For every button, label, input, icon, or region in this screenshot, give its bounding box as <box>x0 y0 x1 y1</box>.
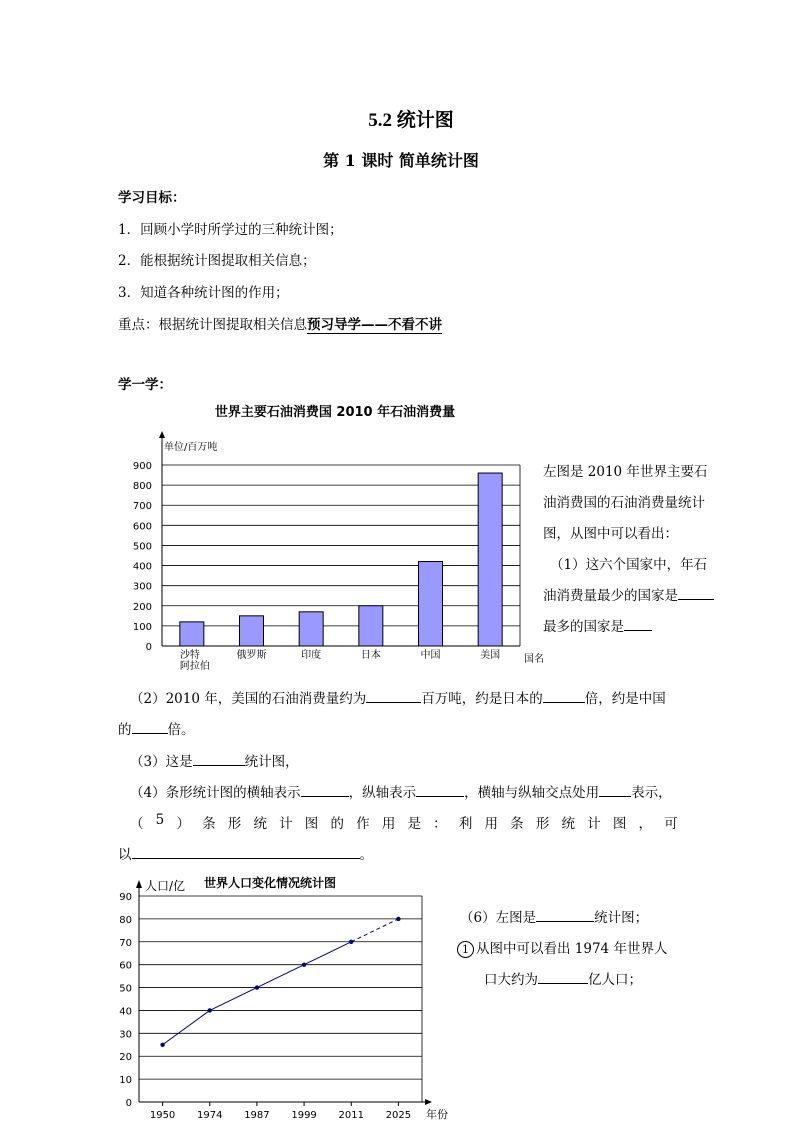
q5-blank[interactable] <box>132 844 360 859</box>
q4-text-d: 表示， <box>631 785 672 801</box>
q5-char: 用 <box>381 816 396 832</box>
population-line-chart <box>112 868 457 1120</box>
q5-char: 的 <box>330 816 344 832</box>
x-tick-label: 印度 <box>301 650 322 661</box>
q3-line <box>130 750 299 770</box>
q2-text-c: 倍，约是中国 <box>584 691 666 707</box>
x-tick-label: 2025 <box>385 1110 412 1120</box>
q1-line-a: （1）这六个国家中，年石 <box>550 557 708 573</box>
x-axis-label: 年份 <box>426 1108 448 1120</box>
x-tick-label: 1987 <box>244 1110 270 1120</box>
y-tick-label: 60 <box>119 960 132 972</box>
data-point <box>255 985 259 989</box>
q2-text-e: 倍。 <box>167 722 195 738</box>
x-tick-label: 阿拉伯 <box>179 661 210 672</box>
y-axis-arrow <box>136 880 142 888</box>
objective-1: 1．回顾小学时所学过的三种统计图； <box>118 222 343 238</box>
q6-line-2 <box>457 937 667 958</box>
q6-blank-type[interactable] <box>536 907 594 922</box>
y-tick-label: 50 <box>119 983 132 995</box>
y-axis-label: 单位/百万吨 <box>164 442 218 453</box>
q2-text-d: 的 <box>118 722 132 738</box>
series-segment <box>304 942 351 965</box>
q5-char: ） <box>176 816 190 832</box>
y-tick-label: 0 <box>125 1098 132 1109</box>
bar <box>359 606 383 646</box>
series-segment <box>210 988 257 1011</box>
objectives-heading: 学习目标： <box>118 190 186 206</box>
q1-line-c <box>543 615 652 635</box>
x-tick-label: 沙特 <box>179 650 200 661</box>
y-tick-label: 90 <box>119 892 132 903</box>
q4-blank-3[interactable] <box>599 782 631 797</box>
y-tick-label: 20 <box>119 1052 132 1064</box>
y-tick-label: 70 <box>119 937 132 949</box>
keypoint-emphasis: 预习导学——不看不讲 <box>307 317 442 333</box>
bar <box>419 562 443 646</box>
series-segment <box>163 1010 210 1044</box>
q2-line-2 <box>118 718 195 738</box>
bar <box>240 616 264 646</box>
q5-char: 条 <box>202 816 216 832</box>
y-tick-label: 40 <box>119 1006 132 1018</box>
q5-char: 形 <box>535 816 550 832</box>
bar-side-line-2: 油消费国的石油消费量统计 <box>543 495 705 511</box>
y-axis-arrow <box>159 431 165 438</box>
data-point <box>349 940 353 944</box>
x-tick-label: 1974 <box>197 1110 223 1120</box>
q5-char: 统 <box>253 816 267 832</box>
data-point <box>208 1008 212 1012</box>
x-tick-label: 1999 <box>291 1110 317 1120</box>
series-segment <box>257 965 304 988</box>
q3-text-b: 统计图， <box>244 754 299 770</box>
x-tick-label: 中国 <box>420 650 441 661</box>
q5-char: 是 <box>407 816 421 832</box>
x-tick-label: 俄罗斯 <box>236 650 267 661</box>
y-tick-label: 400 <box>132 561 152 573</box>
keypoint <box>118 313 442 333</box>
q6-blank-population[interactable] <box>538 969 588 984</box>
q3-text-a: （3）这是 <box>130 754 193 770</box>
learn-heading: 学一学： <box>118 377 172 393</box>
y-tick-label: 700 <box>132 501 152 513</box>
x-tick-label: 1950 <box>149 1110 176 1120</box>
q2-text-b: 百万吨，约是日本的 <box>421 691 543 707</box>
q2-blank-1[interactable] <box>366 688 421 703</box>
y-tick-label: 100 <box>132 621 152 633</box>
page-title: 5.2 统计图 <box>368 110 454 131</box>
data-point <box>302 962 306 966</box>
y-tick-label: 0 <box>145 642 152 653</box>
y-tick-label: 800 <box>132 481 152 493</box>
q5-char: ： <box>433 816 447 832</box>
q6-text-e: 亿人口； <box>588 972 642 988</box>
q5-char: 作 <box>356 816 370 832</box>
q5-line-2 <box>118 843 373 863</box>
chart-title: 世界人口变化情况统计图 <box>203 876 337 890</box>
y-tick-label: 900 <box>132 461 152 472</box>
q2-blank-3[interactable] <box>132 719 168 734</box>
y-tick-label: 10 <box>119 1075 132 1087</box>
q4-text-a: （4）条形统计图的横轴表示 <box>130 785 301 801</box>
q5-char: 用 <box>484 816 498 832</box>
bar-side-line-1: 左图是 2010 年世界主要石 <box>543 464 708 480</box>
q6-line-3 <box>484 968 642 988</box>
q5-char: 计 <box>279 816 293 832</box>
bar <box>180 622 204 646</box>
keypoint-text: 重点：根据统计图提取相关信息 <box>118 317 307 333</box>
circled-number: 1 <box>457 941 474 958</box>
q6-line-1 <box>460 906 648 926</box>
q5-char: （ <box>130 816 144 832</box>
bar-side-line-3: 图，从图中可以看出： <box>543 526 678 542</box>
q4-blank-2[interactable] <box>416 782 464 797</box>
chart-title: 世界主要石油消费国 2010 年石油消费量 <box>214 405 456 420</box>
q5-char: 可 <box>664 816 678 832</box>
q4-text-b: ，纵轴表示 <box>348 785 417 801</box>
x-tick-label: 2011 <box>338 1110 364 1120</box>
x-tick-label: 美国 <box>480 650 501 661</box>
q2-line-1 <box>130 687 666 707</box>
q1-blank-least[interactable] <box>678 585 714 600</box>
q2-text-a: （2）2010 年，美国的石油消费量约为 <box>130 691 367 707</box>
q5-char: 图 <box>304 816 319 832</box>
objective-2: 2．能根据统计图提取相关信息； <box>118 253 316 269</box>
q4-line <box>130 781 672 801</box>
q1-blank-most[interactable] <box>624 616 652 631</box>
q4-blank-1[interactable] <box>301 782 349 797</box>
q5-char: 计 <box>587 816 601 832</box>
data-point <box>160 1043 164 1047</box>
q6-text-b: 统计图； <box>594 910 649 926</box>
q5-char: 条 <box>510 816 524 832</box>
y-tick-label: 500 <box>132 541 152 553</box>
y-tick-label: 300 <box>132 581 152 593</box>
q6-text-c: 从图中可以看出 1974 年世界人 <box>476 941 668 957</box>
q5-char: 统 <box>561 816 576 832</box>
bar <box>478 473 502 646</box>
x-tick-label: 日本 <box>360 650 381 661</box>
q5-char: 利 <box>458 816 473 832</box>
q1-line-b <box>543 584 714 604</box>
q5-char: 形 <box>227 816 242 832</box>
page-subtitle: 第 1 课时 简单统计图 <box>323 151 479 170</box>
q6-text-a: （6）左图是 <box>460 910 537 926</box>
q4-text-c: ，横轴与纵轴交点处用 <box>464 785 600 801</box>
oil-bar-chart <box>110 398 560 683</box>
objective-3: 3．知道各种统计图的作用； <box>118 285 289 301</box>
q5-text-b: 以 <box>118 847 132 863</box>
q1-text-b: 油消费量最少的国家是 <box>543 588 678 604</box>
q5-char: ， <box>638 816 653 832</box>
bar <box>299 612 323 646</box>
y-tick-label: 80 <box>119 914 132 926</box>
series-segment <box>351 919 398 942</box>
data-point <box>396 917 400 921</box>
x-axis-arrow <box>425 1099 432 1105</box>
q6-text-d: 口大约为 <box>484 972 538 988</box>
y-axis-label: 人口/亿 <box>145 879 186 893</box>
q3-blank[interactable] <box>193 751 245 766</box>
q5-char: 图 <box>612 816 627 832</box>
q5-text-c: 。 <box>359 847 373 863</box>
y-tick-label: 200 <box>132 601 152 613</box>
q5-char: 5 <box>155 812 165 828</box>
x-axis-label: 国名 <box>524 654 544 665</box>
q5-line-1 <box>130 812 678 832</box>
q2-blank-2[interactable] <box>543 688 585 703</box>
y-tick-label: 600 <box>132 521 152 533</box>
q1-text-c: 最多的国家是 <box>543 619 624 635</box>
y-tick-label: 30 <box>119 1029 132 1041</box>
